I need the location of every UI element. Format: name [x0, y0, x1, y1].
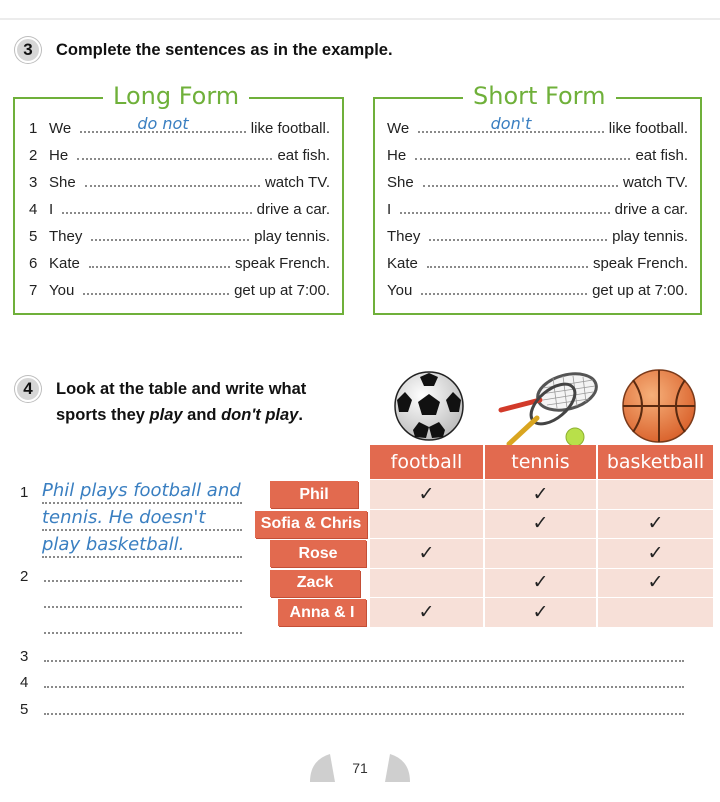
- answer-blank[interactable]: [418, 114, 604, 133]
- table-cell: [598, 598, 714, 628]
- answer-blank[interactable]: [429, 239, 607, 241]
- sentence-ending: get up at 7:00.: [234, 282, 330, 299]
- long-form-title: Long Form: [103, 82, 249, 110]
- sentence-ending: get up at 7:00.: [592, 282, 688, 299]
- sentence-row: [29, 225, 330, 245]
- basketball-icon: [621, 368, 697, 444]
- sentence-ending: eat fish.: [277, 147, 330, 164]
- exercise-3-number: 3: [15, 37, 41, 63]
- table-cell: [598, 480, 714, 510]
- sentence-number: 4: [29, 201, 38, 218]
- sentence-subject: I: [49, 201, 54, 218]
- table-row-name: Zack: [270, 570, 360, 597]
- table-cell: [370, 510, 484, 540]
- answer-number: 4: [20, 674, 29, 691]
- sentence-subject: They: [49, 228, 83, 245]
- answer-blank[interactable]: [89, 266, 230, 268]
- table-cell: ✓: [485, 569, 597, 599]
- table-row-name: Anna & I: [278, 599, 366, 626]
- short-form-box: [373, 82, 702, 315]
- sentence-ending: speak French.: [592, 255, 688, 272]
- exercise-4-instruction-line2: sports they play and don't play.: [56, 406, 303, 424]
- table-column-header: football: [370, 445, 483, 479]
- top-divider: [0, 18, 720, 20]
- table-cell: ✓: [485, 598, 597, 628]
- table-cell: ✓: [485, 510, 597, 540]
- sentence-subject: They: [387, 228, 421, 245]
- table-row-name: Rose: [270, 540, 366, 567]
- answer-number: 2: [20, 568, 29, 585]
- sentence-row: [29, 114, 330, 137]
- handwritten-answer: do not: [137, 114, 189, 133]
- sentence-ending: play tennis.: [254, 228, 330, 245]
- answer-blank[interactable]: [427, 266, 588, 268]
- answer-line[interactable]: [42, 529, 242, 531]
- answer-line[interactable]: [44, 686, 684, 688]
- answer-blank[interactable]: [421, 293, 587, 295]
- table-cell: ✓: [370, 598, 484, 628]
- long-form-box: [13, 82, 344, 315]
- answer-blank[interactable]: [62, 212, 251, 214]
- table-row-name: Sofia & Chris: [255, 511, 367, 538]
- sentence-subject: Kate: [49, 255, 80, 272]
- sentence-subject: He: [49, 147, 69, 164]
- page-number: 71: [352, 760, 368, 776]
- answer-line[interactable]: [44, 606, 242, 608]
- sentence-subject: We: [49, 120, 72, 137]
- sentence-row: [387, 114, 688, 137]
- sentence-number: 6: [29, 255, 38, 272]
- handwritten-answer: don't: [490, 114, 532, 133]
- sentence-ending: eat fish.: [635, 147, 688, 164]
- sentence-row: [29, 144, 330, 164]
- sentence-ending: speak French.: [234, 255, 330, 272]
- answer-blank[interactable]: [77, 158, 272, 160]
- handwritten-answer: tennis. He doesn't: [42, 507, 206, 528]
- sentence-ending: drive a car.: [614, 201, 688, 218]
- sentence-subject: She: [49, 174, 76, 191]
- sentence-subject: Kate: [387, 255, 418, 272]
- sentence-row: [387, 279, 688, 299]
- answer-blank[interactable]: [423, 185, 618, 187]
- football-icon: [393, 370, 465, 442]
- sentence-ending: drive a car.: [256, 201, 330, 218]
- sentence-number: 1: [29, 120, 38, 137]
- sentence-subject: You: [49, 282, 75, 299]
- sentence-ending: watch TV.: [622, 174, 688, 191]
- table-cell: ✓: [485, 480, 597, 510]
- answer-line[interactable]: [44, 713, 684, 715]
- sentence-ending: like football.: [608, 120, 688, 137]
- sentence-row: [387, 225, 688, 245]
- sentence-subject: She: [387, 174, 414, 191]
- sentence-row: [29, 198, 330, 218]
- sentence-subject: I: [387, 201, 392, 218]
- handwritten-answer: Phil plays football and: [42, 480, 241, 501]
- answer-blank[interactable]: [400, 212, 609, 214]
- answer-blank[interactable]: [415, 158, 630, 160]
- table-column-header: tennis: [485, 445, 596, 479]
- table-cell: ✓: [598, 539, 714, 569]
- sentence-number: 5: [29, 228, 38, 245]
- answer-blank[interactable]: [83, 293, 229, 295]
- sentence-number: 7: [29, 282, 38, 299]
- table-cell: ✓: [370, 539, 484, 569]
- table-cell: ✓: [598, 569, 714, 599]
- answer-number: 1: [20, 484, 29, 501]
- table-cell: ✓: [370, 480, 484, 510]
- sentence-row: [29, 252, 330, 272]
- exercise-4-number: 4: [15, 376, 41, 402]
- answer-line[interactable]: [44, 660, 684, 662]
- table-cell: [370, 569, 484, 599]
- sentence-row: [387, 144, 688, 164]
- sentence-subject: He: [387, 147, 407, 164]
- sentence-ending: like football.: [250, 120, 330, 137]
- sentence-ending: watch TV.: [264, 174, 330, 191]
- sentence-row: [387, 252, 688, 272]
- answer-line[interactable]: [42, 502, 242, 504]
- sentence-subject: You: [387, 282, 413, 299]
- table-cell: [485, 539, 597, 569]
- sentence-row: [29, 171, 330, 191]
- answer-line[interactable]: [42, 556, 242, 558]
- answer-line[interactable]: [44, 632, 242, 634]
- sentence-row: [387, 171, 688, 191]
- sentence-number: 2: [29, 147, 38, 164]
- answer-blank[interactable]: [80, 114, 246, 133]
- answer-number: 3: [20, 648, 29, 665]
- sentence-number: 3: [29, 174, 38, 191]
- exercise-3-instruction: Complete the sentences as in the example.: [56, 41, 393, 59]
- table-column-header: basketball: [598, 445, 713, 479]
- answer-number: 5: [20, 701, 29, 718]
- answer-blank[interactable]: [91, 239, 249, 241]
- short-form-title: Short Form: [463, 82, 616, 110]
- table-row-name: Phil: [270, 481, 358, 508]
- answer-line[interactable]: [44, 580, 242, 582]
- sentence-row: [387, 198, 688, 218]
- table-cell: ✓: [598, 510, 714, 540]
- sentence-subject: We: [387, 120, 410, 137]
- exercise-4-instruction-line1: Look at the table and write what: [56, 380, 307, 398]
- sentence-row: [29, 279, 330, 299]
- answer-blank[interactable]: [85, 185, 260, 187]
- handwritten-answer: play basketball.: [42, 534, 185, 555]
- sentence-ending: play tennis.: [612, 228, 688, 245]
- tennis-racket-icon: [495, 370, 605, 450]
